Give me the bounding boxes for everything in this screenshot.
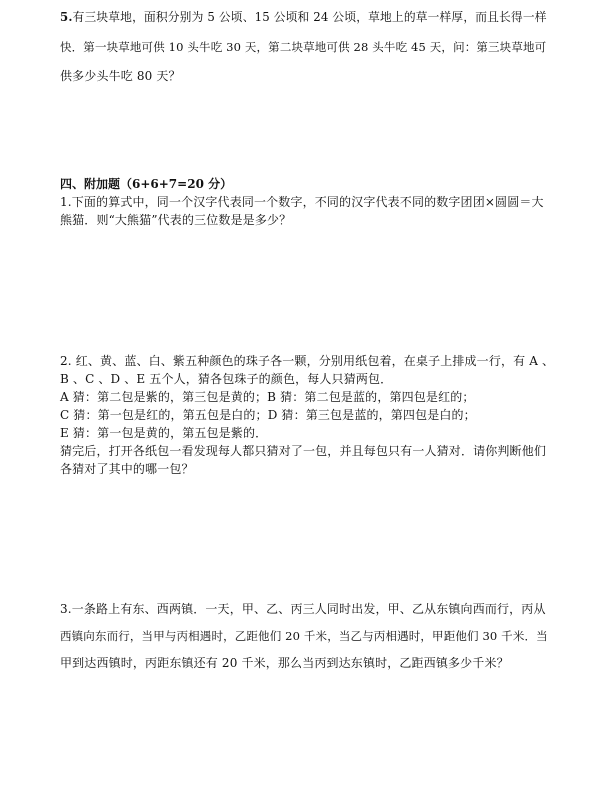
question-3: [60, 600, 556, 672]
question-3-line-2: 西镇向东而行，当甲与丙相遇时，乙距他们 20 千米，当乙与丙相遇时，甲距他们 30 千米．当: [60, 629, 548, 643]
question-2-line-4: C 猜：第一包是红的，第五包是白的；D 猜：第三包是蓝的，第四包是白的；: [60, 408, 476, 422]
question-5: [60, 8, 556, 85]
question-2-line-6: 猜完后，打开各纸包一看发现每人都只猜对了一包，并且每包只有一人猜对．请你判断他们: [60, 444, 547, 458]
question-2-line-2: B 、C 、D 、E 五个人，猜各包珠子的颜色，每人只猜两包．: [60, 372, 393, 386]
question-5-line-1: 5.有三块草地，面积分别为 5 公顷、15 公顷和 24 公顷，草地上的草一样厚，而且长得一样: [60, 10, 547, 24]
question-3-line-3: 甲到达西镇时，丙距东镇还有 20 千米，那么当丙到达东镇时，乙距西镇多少千米？: [60, 656, 509, 670]
question-1-line-2: 熊猫．则“大熊猫”代表的三位数是是多少？: [60, 213, 292, 227]
question-2-line-3: A 猜：第二包是紫的，第三包是黄的；B 猜：第二包是蓝的，第四包是红的；: [60, 390, 475, 404]
section-heading-text: 四、附加题（6+6+7=20 分）: [60, 177, 233, 191]
question-2-line-1: 2. 红、黄、蓝、白、紫五种颜色的珠子各一颗，分别用纸包着，在桌子上排成一行，有 A 、: [60, 354, 555, 368]
question-3-line-1: 3.一条路上有东、西两镇．一天，甲、乙、丙三人同时出发，甲、乙从东镇向西而行，丙从: [60, 602, 546, 616]
question-2-line-5: E 猜：第一包是黄的，第五包是紫的．: [60, 426, 268, 440]
question-1-line-1: 1.下面的算式中，同一个汉字代表同一个数字，不同的汉字代表不同的数字团团×圆圆＝大: [60, 195, 544, 209]
question-5-line-2: 快．第一块草地可供 10 头牛吃 30 天，第二块草地可供 28 头牛吃 45 天，问：第三块草地可: [60, 40, 547, 54]
question-2: [60, 352, 556, 478]
question-1: [60, 193, 556, 229]
question-2-line-7: 各猜对了其中的哪一包？: [60, 462, 194, 476]
question-5-line-3: 供多少头牛吃 80 天？: [60, 69, 181, 83]
section-4-heading: [60, 175, 556, 193]
